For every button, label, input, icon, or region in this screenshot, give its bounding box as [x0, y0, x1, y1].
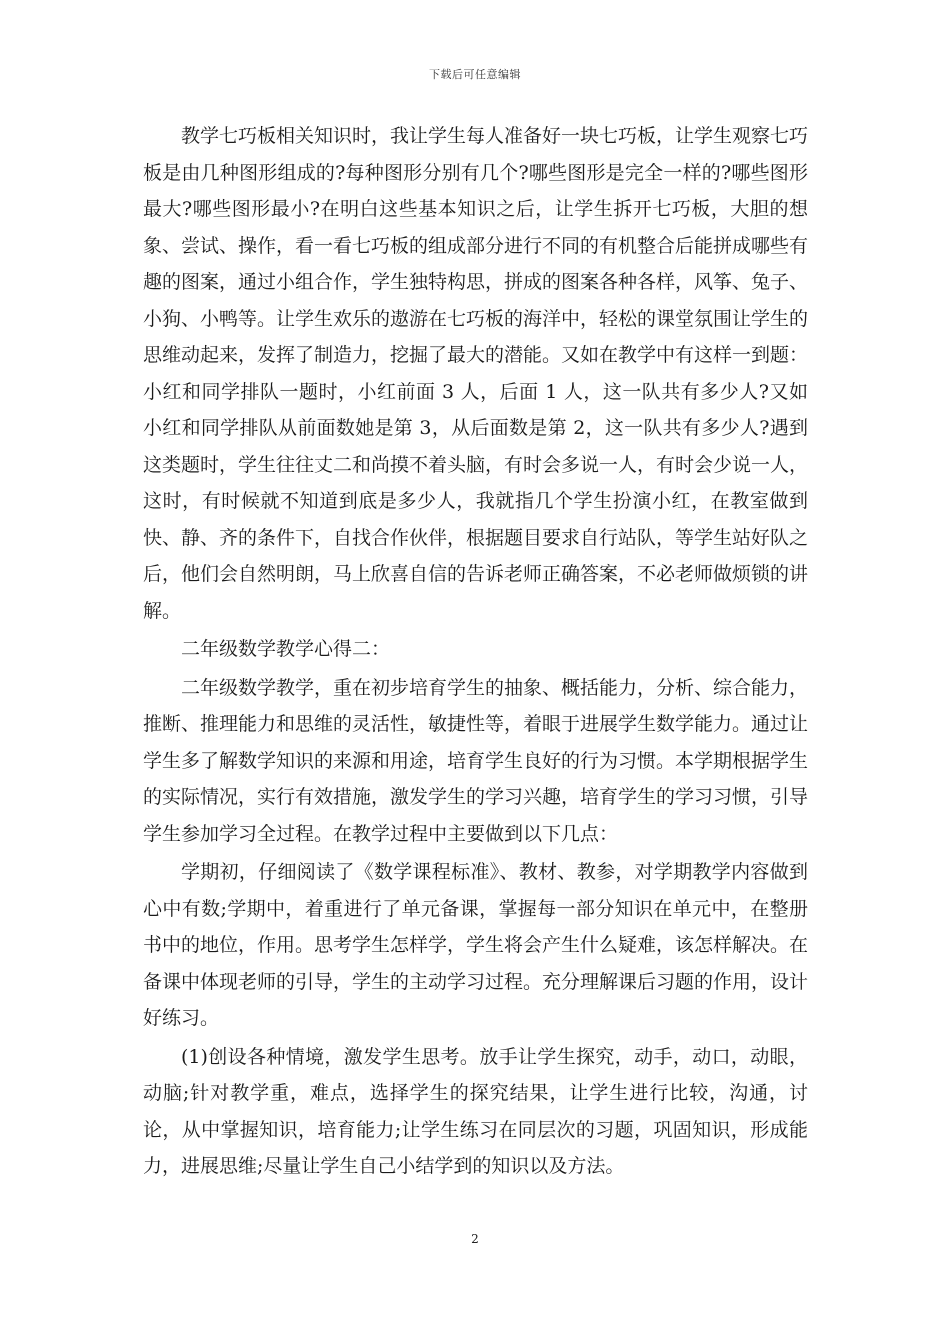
page-header: 下载后可任意编辑 — [429, 68, 521, 81]
paragraph-grade-two-teaching: 二年级数学教学，重在初步培育学生的抽象、概括能力，分析、综合能力，推断、推理能力和思维的灵活性，敏捷性等，着眼于进展学生数学能力。通过让学生多了解数学知识的来源和用途，培育学生良好的行为习惯。本学期根据学生的实际情况，实行有效措施，激发学生的学习兴趣，培育学生的学习习惯，引导学生参加学习全过程。在教学过程中主要做到以下几点： — [143, 676, 809, 845]
paragraph-semester-start: 学期初，仔细阅读了《数学课程标准》、教材、教参，对学期教学内容做到心中有数;学期中，着重进行了单元备课，掌握每一部分知识在单元中，在整册书中的地位，作用。思考学生怎样学，学生将会产生什么疑难，该怎样解决。在备课中体现老师的引导，学生的主动学习过程。充分理解课后习题的作用，设计好练习。 — [143, 861, 809, 1029]
page-number: 2 — [471, 1232, 479, 1246]
paragraph-tangram: 教学七巧板相关知识时，我让学生每人准备好一块七巧板，让学生观察七巧板是由几种图形组成的?每种图形分别有几个?哪些图形是完全一样的?哪些图形最大?哪些图形最小?在明白这些基本知识之后，让学生拆开七巧板，大胆的想象、尝试、操作，看一看七巧板的组成部分进行不同的有机整合后能拼成哪些有趣的图案，通过小组合作，学生独特构思，拼成的图案各种各样，风筝、兔子、小狗、小鸭等。让学生欢乐的遨游在七巧板的海洋中，轻松的课堂氛围让学生的思维动起来，发挥了制造力，挖掘了最大的潜能。又如在教学中有这样一到题：小红和同学排队一题时，小红前面 3 人，后面 1 人，这一队共有多少人?又如小红和同学排队从前面数她是第 3，从后面数是第 2，这一队共有多少人?遇到这类题时，学生往往丈二和尚摸不着头脑，有时会多说一人，有时会少说一人，这时，有时候就不知道到底是多少人，我就指几个学生扮演小红，在教室做到快、静、齐的条件下，自找合作伙伴，根据题目要求自行站队，等学生站好队之后，他们会自然明朗，马上欣喜自信的告诉老师正确答案，不必老师做烦锁的讲解。 — [143, 125, 809, 622]
section-heading: 二年级数学教学心得二： — [181, 638, 391, 660]
body-text — [143, 118, 808, 1185]
paragraph-create-situations: (1)创设各种情境，激发学生思考。放手让学生探究，动手，动口，动眼，动脑;针对教学重，难点，选择学生的探究结果，让学生进行比较，沟通，讨论，从中掌握知识，培育能力;让学生练习在同层次的习题，巩固知识，形成能力，进展思维;尽量让学生自己小结学到的知识以及方法。 — [143, 1045, 808, 1177]
